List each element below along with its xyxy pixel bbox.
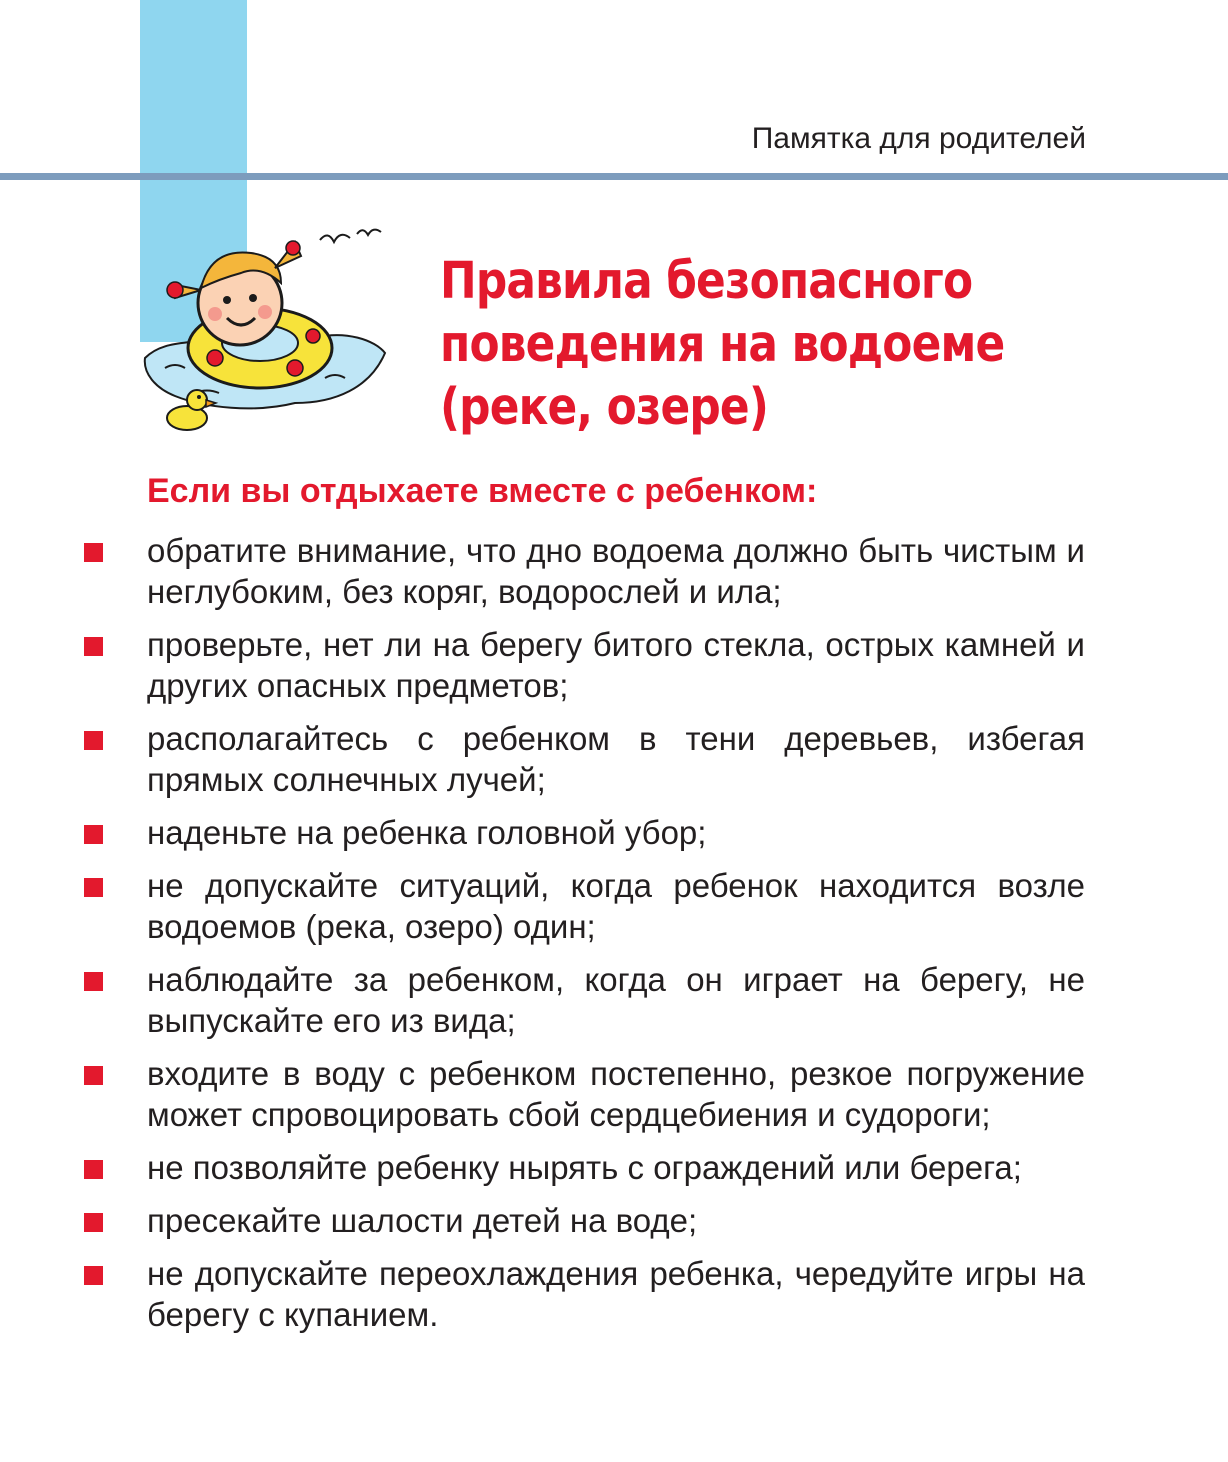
rule-text: наденьте на ребенка головной убор; [147,814,707,851]
list-item [0,624,1228,706]
header-label: Памятка для родителей [751,122,1086,155]
rule-text: не допускайте ситуаций, когда ребенок находится возле водоемов (река, озеро) один; [147,867,1085,945]
rules-list [0,530,1228,1347]
list-item [0,718,1228,800]
bullet-square-icon [84,543,103,562]
bullet-square-icon [84,878,103,897]
list-item [0,865,1228,947]
rule-text: проверьте, нет ли на берегу битого стекла, острых камней и других опасных предметов; [147,626,1085,704]
rule-text: не допускайте переохлаждения ребенка, чередуйте игры на берегу с купанием. [147,1255,1085,1333]
rule-text: пресекайте шалости детей на воде; [147,1202,698,1239]
list-item [0,1053,1228,1135]
title-line: поведения на водоеме [440,315,1005,374]
rule-text: входите в воду с ребенком постепенно, резкое погружение может спровоцировать сбой сердцебиения и судороги; [147,1055,1085,1133]
list-item [0,1253,1228,1335]
rule-text: наблюдайте за ребенком, когда он играет на берегу, не выпускайте его из вида; [147,961,1085,1039]
list-item [0,1200,1228,1241]
header-divider [0,173,1228,180]
bullet-square-icon [84,731,103,750]
bullet-square-icon [84,825,103,844]
list-item [0,530,1228,612]
page-title [440,250,1008,439]
bullet-square-icon [84,972,103,991]
rule-text: обратите внимание, что дно водоема должно быть чистым и неглубоким, без коряг, водорослей и ила; [147,532,1085,610]
bullet-square-icon [84,1266,103,1285]
bullet-square-icon [84,1160,103,1179]
list-item [0,812,1228,853]
list-item [0,959,1228,1041]
child-in-swim-ring-with-duck-icon [135,218,395,443]
bullet-square-icon [84,1213,103,1232]
title-line: (реке, озере) [440,378,769,437]
bullet-square-icon [84,637,103,656]
section-subtitle: Если вы отдыхаете вместе с ребенком: [147,472,818,510]
rule-text: не позволяйте ребенку нырять с ограждений или берега; [147,1149,1022,1186]
title-line: Правила безопасного [440,252,973,311]
rule-text: располагайтесь с ребенком в тени деревьев, избегая прямых солнечных лучей; [147,720,1085,798]
list-item [0,1147,1228,1188]
bullet-square-icon [84,1066,103,1085]
